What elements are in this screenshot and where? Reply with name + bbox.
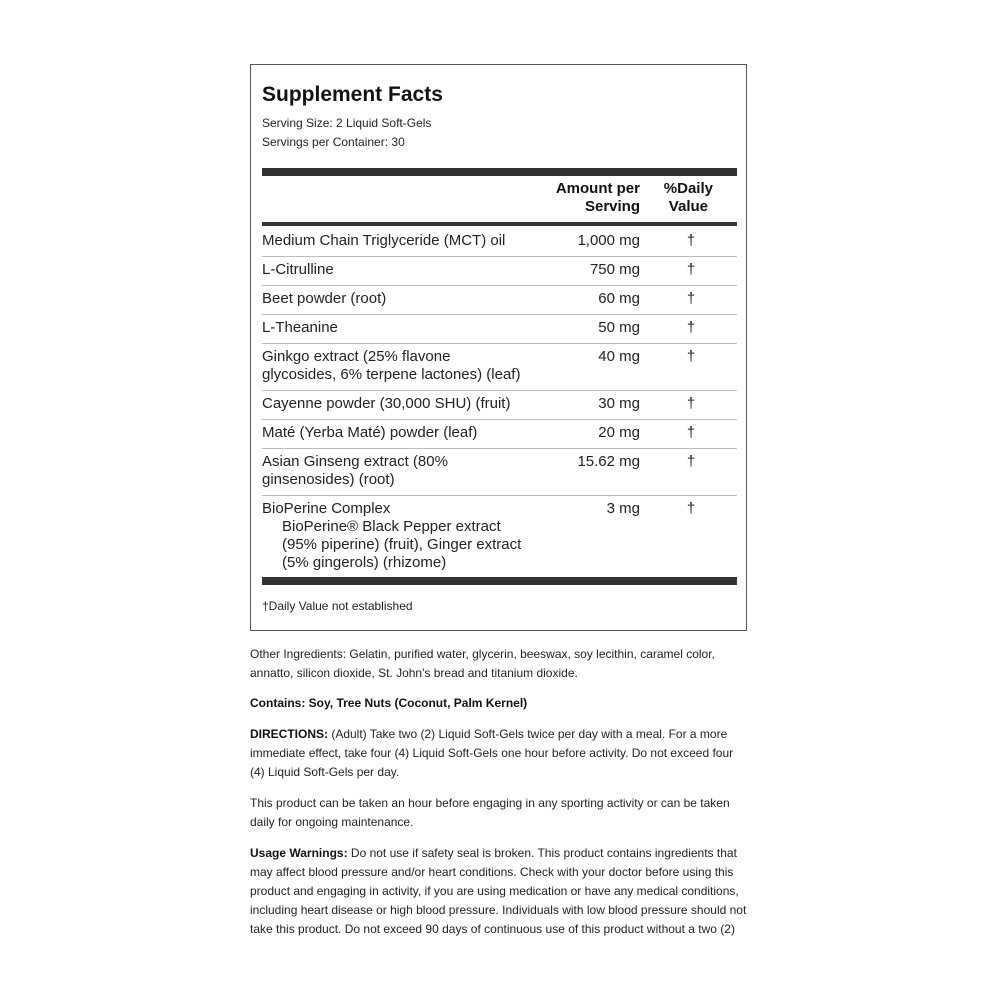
nutrient-daily-value: † (686, 500, 696, 517)
nutrient-amount: 40 mg (598, 348, 640, 365)
row-divider (262, 419, 737, 420)
nutrient-daily-value: † (686, 424, 696, 441)
amount-column-header: Amount per Serving (555, 180, 640, 215)
nutrient-name: Ginkgo extract (25% flavone (262, 348, 451, 365)
usage-warnings-label: Usage Warnings: (250, 846, 348, 860)
row-divider (262, 390, 737, 391)
nutrient-subitem: (5% gingerols) (rhizome) (282, 554, 447, 571)
nutrient-amount: 50 mg (598, 319, 640, 336)
nutrient-daily-value: † (686, 395, 696, 412)
panel-title: Supplement Facts (262, 83, 443, 106)
servings-per-container: Servings per Container: 30 (262, 135, 405, 149)
nutrient-daily-value: † (686, 453, 696, 470)
row-divider (262, 285, 737, 286)
nutrient-name: Beet powder (root) (262, 290, 387, 307)
usage-note: This product can be taken an hour before engaging in any sporting activity or can be taken daily for ongoing maintenance. (250, 796, 730, 829)
bottom-thick-bar (262, 577, 737, 585)
nutrient-name: Cayenne powder (30,000 SHU) (fruit) (262, 395, 511, 412)
nutrient-amount: 1,000 mg (577, 232, 640, 249)
row-divider (262, 448, 737, 449)
nutrient-daily-value: † (686, 290, 696, 307)
other-ingredients: Other Ingredients: Gelatin, purified water, glycerin, beeswax, soy lecithin, caramel color, annatto, silicon dioxide, St. John's bread and titanium dioxide. (250, 647, 715, 680)
allergen-contains: Contains: Soy, Tree Nuts (Coconut, Palm Kernel) (250, 696, 528, 710)
daily-value-column-header: %Daily Value (663, 180, 713, 215)
row-divider (262, 495, 737, 496)
nutrient-name-continued: glycosides, 6% terpene lactones) (leaf) (262, 366, 521, 383)
nutrient-amount: 15.62 mg (577, 453, 640, 470)
nutrient-name-continued: ginsenosides) (root) (262, 471, 395, 488)
nutrient-subitem: BioPerine® Black Pepper extract (282, 518, 501, 535)
nutrient-name: Asian Ginseng extract (80% (262, 453, 448, 470)
row-divider (262, 343, 737, 344)
usage-warnings: Usage Warnings: Do not use if safety seal is broken. This product contains ingredients that may affect blood pressure and/or heart conditions. Check with your doctor before using this product and engaging in activity, if you are using medication or have any medical conditions, including heart disease or high blood pressure. Individuals with low blood pressure should not take this product. Do not exceed 90 days of continuous use of this product without a two (2) (250, 846, 747, 936)
supplement-facts-panel (250, 64, 747, 631)
header-divider-bar (262, 222, 737, 226)
nutrient-name: BioPerine Complex (262, 500, 391, 517)
top-thick-bar (262, 168, 737, 176)
nutrient-daily-value: † (686, 261, 696, 278)
nutrient-amount: 3 mg (606, 500, 640, 517)
directions-label: DIRECTIONS: (250, 727, 328, 741)
nutrient-name: L-Theanine (262, 319, 338, 336)
nutrient-name: Medium Chain Triglyceride (MCT) oil (262, 232, 506, 249)
nutrient-amount: 30 mg (598, 395, 640, 412)
directions: DIRECTIONS: (Adult) Take two (2) Liquid Soft-Gels twice per day with a meal. For a more immediate effect, take four (4) Liquid Soft-Gels one hour before activity. Do not exceed four (4) Liquid Soft-Gels per day. (250, 727, 734, 779)
daily-value-footnote: †Daily Value not established (262, 599, 413, 613)
nutrient-amount: 60 mg (598, 290, 640, 307)
serving-size: Serving Size: 2 Liquid Soft-Gels (262, 116, 432, 130)
nutrient-amount: 20 mg (598, 424, 640, 441)
nutrient-name: L-Citrulline (262, 261, 334, 278)
nutrient-amount: 750 mg (589, 261, 640, 278)
nutrient-daily-value: † (686, 319, 696, 336)
row-divider (262, 256, 737, 257)
row-divider (262, 314, 737, 315)
nutrient-daily-value: † (686, 232, 696, 249)
nutrient-daily-value: † (686, 348, 696, 365)
nutrient-name: Maté (Yerba Maté) powder (leaf) (262, 424, 478, 441)
nutrient-subitem: (95% piperine) (fruit), Ginger extract (282, 536, 522, 553)
